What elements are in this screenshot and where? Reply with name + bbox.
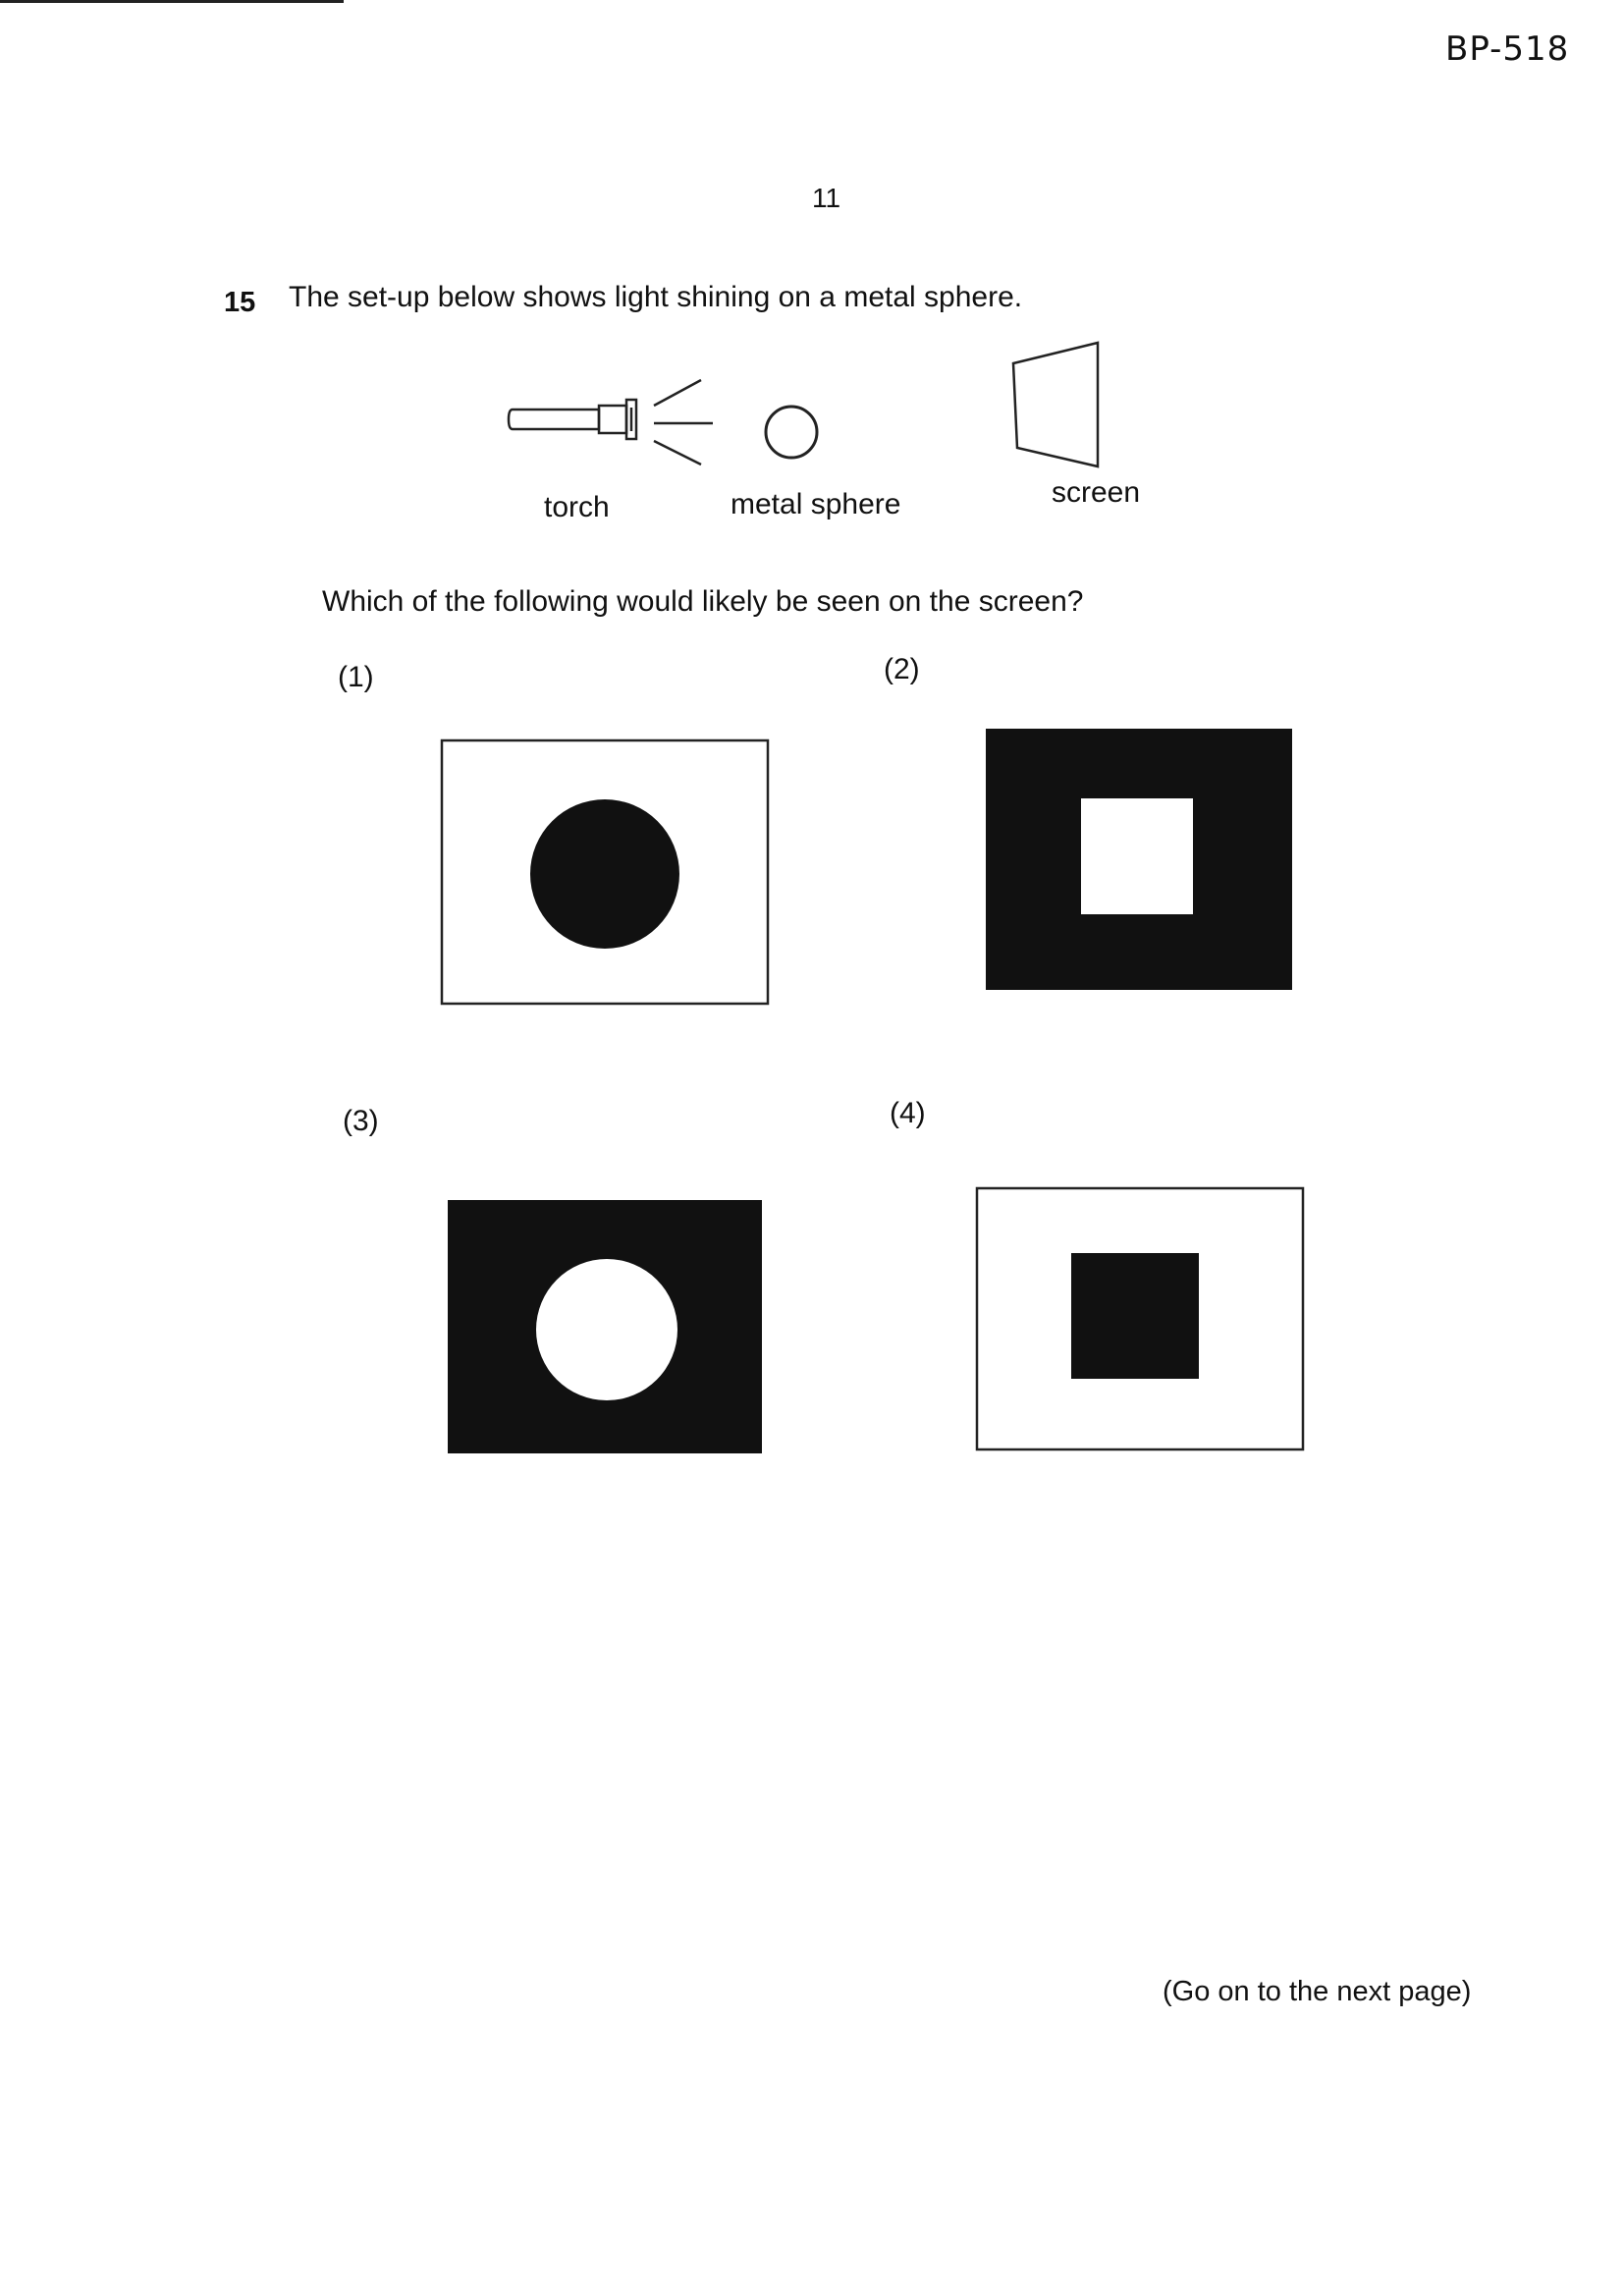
screen-icon [1013, 343, 1098, 466]
document-code: BP-518 [1445, 29, 1570, 69]
metal-sphere-icon [766, 407, 817, 458]
sphere-label: metal sphere [731, 488, 901, 520]
light-rays [654, 380, 713, 465]
shadow-circle [530, 799, 679, 949]
shadow-square [1071, 1253, 1199, 1379]
question-number: 15 [224, 287, 256, 318]
option-3-label: (3) [343, 1105, 379, 1137]
torch-icon [509, 400, 636, 439]
setup-diagram [491, 329, 1178, 486]
torch-label: torch [544, 491, 610, 523]
light-square [1081, 798, 1193, 914]
option-2-figure [986, 729, 1292, 990]
question-prompt: Which of the following would likely be seen on the screen? [322, 585, 1084, 618]
footer-note: (Go on to the next page) [1163, 1976, 1472, 2007]
screen-label: screen [1052, 476, 1141, 509]
page-number: 11 [812, 183, 841, 213]
option-4-label: (4) [890, 1097, 926, 1129]
question-text: The set-up below shows light shining on a metal sphere. [289, 281, 1023, 313]
option-1-figure [440, 738, 770, 1006]
option-1-label: (1) [338, 661, 374, 693]
light-circle [536, 1259, 677, 1400]
option-4-figure [975, 1186, 1305, 1451]
option-3-figure [448, 1200, 762, 1453]
option-2-label: (2) [884, 653, 920, 685]
top-rule [0, 0, 344, 3]
